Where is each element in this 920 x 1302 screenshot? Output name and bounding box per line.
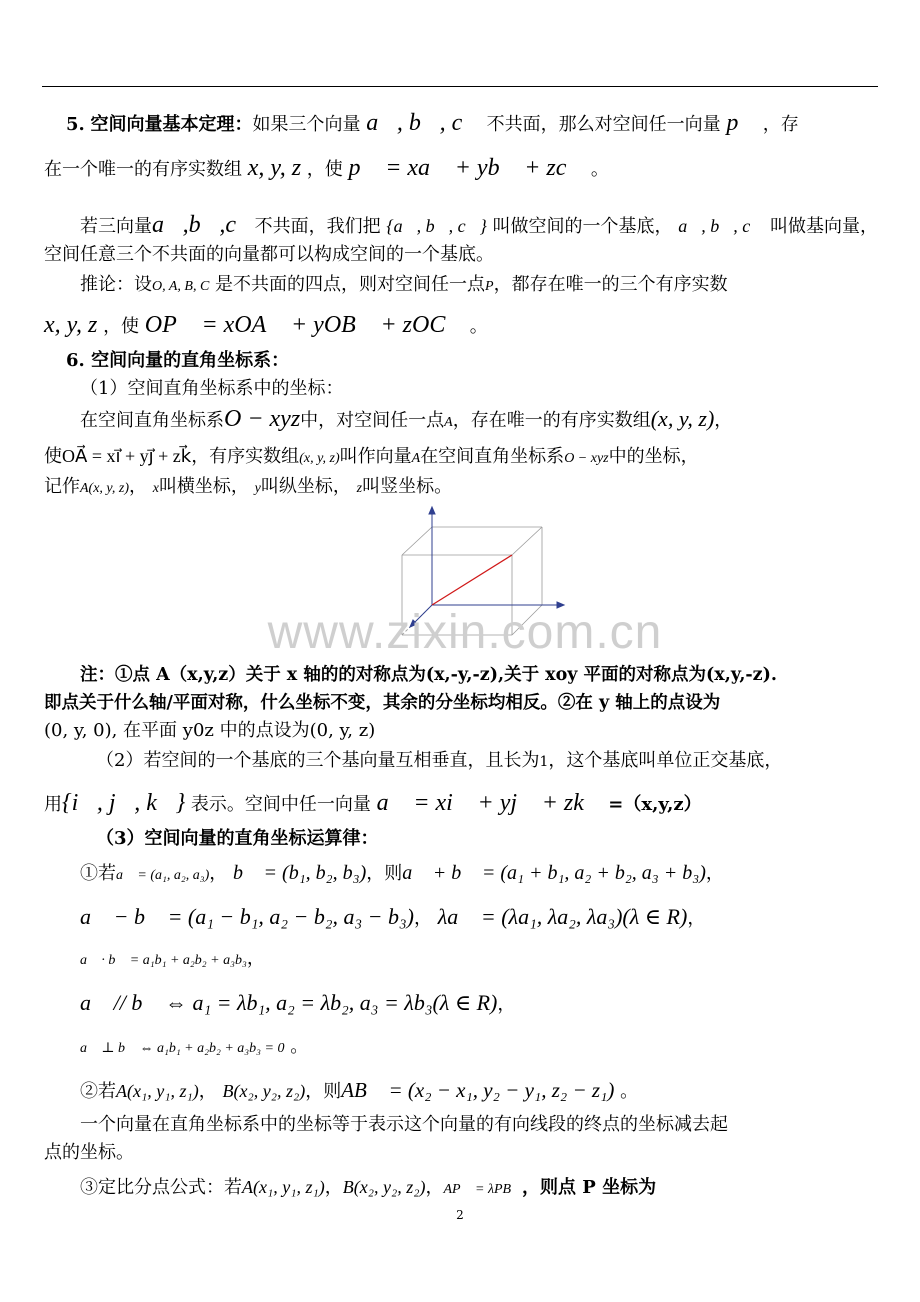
text: ， <box>705 863 724 884</box>
text: ③定比分点公式：若 <box>80 1177 242 1198</box>
basis-line2: 空间任意三个不共面的向量都可以构成空间的一个基底。 <box>44 244 494 265</box>
text: 不共面，我们把 <box>254 216 381 237</box>
text: ，使 <box>103 316 140 337</box>
math-parallel: a⃗ // b⃗ ⇔ a₁ = λb₁, a₂ = λb₂, a₃ = λb₃(λ ∈ R) <box>80 990 498 1015</box>
text: 叫纵坐标， <box>260 476 351 497</box>
z-axis-arrow <box>429 507 435 514</box>
text: ， <box>414 908 432 929</box>
text: ，则 <box>366 863 403 884</box>
text: （2）若空间的一个基底的三个基向量互相垂直，且长为 <box>96 750 540 771</box>
text: ，这个基底叫单位正交基底， <box>548 750 783 771</box>
math-p: P <box>485 279 494 294</box>
math-scalar: λa⃗ = (λa₁, λa₂, λa₃)(λ ∈ R) <box>437 904 688 929</box>
rule6-line <box>80 1077 914 1105</box>
note-line2: 即点关于什么轴/平面对称，什么坐标不变，其余的分坐标均相反。②在 y 轴上的点设为 <box>44 693 721 713</box>
text: 。 <box>469 316 488 337</box>
rule7-line1: 一个向量在直角坐标系中的坐标等于表示这个向量的有向线段的终点的坐标减去起 <box>80 1114 728 1135</box>
math-a-def: a⃗ = (a₁, a₂, a₃) <box>116 868 210 883</box>
sec5-title: 空间向量基本定理： <box>90 114 253 135</box>
page-number: 2 <box>456 1208 464 1222</box>
sec6-heading <box>66 348 900 374</box>
text: 推论：设 <box>80 274 152 295</box>
text: ， <box>497 994 516 1015</box>
math-system: O − xyz <box>224 406 301 432</box>
text: 在一个唯一的有序实数组 <box>44 159 242 180</box>
text: ， <box>209 863 228 884</box>
text: 表示。空间中任一向量 <box>190 794 371 815</box>
math-abc: a⃗,b⃗,c⃗ <box>152 212 255 238</box>
rule4-line <box>80 990 914 1018</box>
text: ， <box>687 908 706 929</box>
text: ，有序实数组 <box>191 446 300 467</box>
math-z: z <box>356 481 363 496</box>
math-ab-eq: AB⃗ = (x₂ − x₁, y₂ − y₁, z₂ − z₁) <box>341 1078 615 1102</box>
math-op-eq: OP⃗ = xOA⃗ + yOB⃗ + zOC⃗ <box>144 312 465 338</box>
sec6-line2 <box>44 443 878 472</box>
rule5-line <box>80 1034 914 1062</box>
sec5-number: 5. <box>66 114 85 135</box>
math-dot: a⃗ · b⃗ = a₁b₁ + a₂b₂ + a₃b₃ <box>80 953 247 968</box>
text: 使 <box>44 446 62 467</box>
text: ，则 <box>305 1081 342 1102</box>
math-y: y <box>254 481 261 496</box>
text: 。 <box>590 159 609 180</box>
text: 用 <box>44 794 62 815</box>
math-A1: A(x₁, y₁, z₁) <box>116 1081 199 1101</box>
sec6-line3 <box>44 474 878 502</box>
math-system: O − xyz <box>564 451 609 466</box>
math-B2: B(x₂, y₂, z₂) <box>342 1177 426 1197</box>
math-one: 1 <box>539 754 549 770</box>
math-abc: a⃗, b⃗, c⃗ <box>366 110 481 136</box>
sec6-number: 6. <box>66 350 85 371</box>
text: 记作 <box>44 476 80 497</box>
box-edge <box>512 527 542 555</box>
note-line3: (0, y, 0), 在平面 y0z 中的点设为(0, y, z) <box>44 720 376 741</box>
text: ①若 <box>80 863 116 884</box>
text: ，存 <box>762 114 799 135</box>
sec6-title: 空间向量的直角坐标系： <box>91 350 290 371</box>
text: ， <box>324 1177 343 1198</box>
rule7-line2: 点的坐标。 <box>44 1142 134 1163</box>
vector-oa <box>432 555 512 605</box>
math-A: A <box>411 451 421 466</box>
text: 如果三个向量 <box>252 114 361 135</box>
sub2-line1 <box>96 748 920 775</box>
math-diff: a⃗ − b⃗ = (a₁ − b₁, a₂ − b₂, a₃ − b₃) <box>80 904 414 929</box>
text: 在空间直角坐标系 <box>80 410 224 431</box>
text: ， <box>246 948 265 969</box>
text: ，则点 P 坐标为 <box>522 1177 657 1198</box>
rule3-line <box>80 946 914 974</box>
math-ratio: AP⃗ = λPB⃗ <box>443 1182 522 1197</box>
corollary-line1 <box>80 272 914 300</box>
text: 叫横坐标， <box>158 476 249 497</box>
math-eq: p⃗ = xa⃗ + yb⃗ + zc⃗ <box>348 155 586 181</box>
math-tuple: (x, y, z) <box>299 451 340 466</box>
text: 叫做基向量， <box>769 216 878 237</box>
math-tuple: (x, y, z) <box>650 406 715 431</box>
sec5-line1 <box>66 110 900 138</box>
text: ②若 <box>80 1081 116 1102</box>
math-x: x <box>152 481 159 496</box>
math-sum: a⃗ + b⃗ = (a₁ + b₁, a₂ + b₂, a₃ + b₃) <box>402 862 706 884</box>
text: 是不共面的四点，则对空间任一点 <box>215 274 486 295</box>
math-A1: A(x₁, y₁, z₁) <box>242 1177 325 1197</box>
text: 叫作向量 <box>339 446 412 467</box>
math-B2: B(x₂, y₂, z₂) <box>222 1081 306 1101</box>
text: ，都存在唯一的三个有序实数 <box>493 274 728 295</box>
text: =（x,y,z） <box>608 794 702 815</box>
math-p: p⃗ <box>726 110 758 136</box>
text: 中，对空间任一点 <box>300 410 445 431</box>
text: ，使 <box>306 159 343 180</box>
text: 。 <box>620 1081 639 1102</box>
corollary-line2 <box>44 312 878 340</box>
header-rule <box>42 86 878 87</box>
math-ijk: {i⃗, j⃗, k⃗} <box>62 790 186 816</box>
sec5-line2 <box>44 155 878 183</box>
rule1-line <box>80 860 914 889</box>
text: ， <box>198 1081 217 1102</box>
math-points: O, A, B, C <box>152 279 210 294</box>
math-perp: a⃗ ⊥ b⃗ ⇔ a₁b₁ + a₂b₂ + a₃b₃ = 0 <box>80 1041 285 1056</box>
math-a-eq: a⃗ = xi⃗ + yj⃗ + zk⃗ <box>376 790 603 816</box>
math-basis-set: {a⃗, b⃗, c⃗} <box>386 216 487 236</box>
text: ，存在唯一的有序实数组 <box>452 410 651 431</box>
text: 若三向量 <box>80 216 152 237</box>
text: ， <box>128 476 147 497</box>
watermark: www.zixin.com.cn <box>267 606 663 659</box>
text: 在空间直角坐标系 <box>420 446 565 467</box>
math-xyz: x, y, z <box>247 155 302 181</box>
sub3-heading: （3）空间向量的直角坐标运算律： <box>96 828 379 849</box>
text: ， <box>714 410 733 431</box>
math-A: A <box>444 415 453 430</box>
rule2-line <box>80 904 914 932</box>
math-xyz: x, y, z <box>44 312 98 338</box>
math-b-def: b⃗ = (b₁, b₂, b₃) <box>233 862 367 884</box>
text: 叫做空间的一个基底， <box>492 216 673 237</box>
box-edge <box>402 527 432 555</box>
text: 不共面，那么对空间任一向量 <box>486 114 721 135</box>
sub2-line2 <box>44 790 878 818</box>
math-oa-eq: OA⃗ = xi⃗ + yj⃗ + zk⃗ <box>62 446 192 466</box>
text: ， <box>425 1177 444 1198</box>
text: 叫竖坐标。 <box>362 476 453 497</box>
rule8-line <box>80 1174 914 1203</box>
text: 中的坐标， <box>608 446 699 467</box>
math-abc: a⃗, b⃗, c⃗ <box>678 216 765 236</box>
basis-line1 <box>80 212 914 240</box>
sec6-line1 <box>80 406 914 436</box>
sub1-heading: （1）空间直角坐标系中的坐标： <box>80 378 344 399</box>
note-line1: 注：①点 A（x,y,z）关于 x 轴的的对称点为(x,-y,-z),关于 xoy 平面的对称点为(x,y,-z). <box>80 665 777 685</box>
math-Axyz: A(x, y, z) <box>80 481 129 496</box>
text: 。 <box>290 1036 309 1057</box>
